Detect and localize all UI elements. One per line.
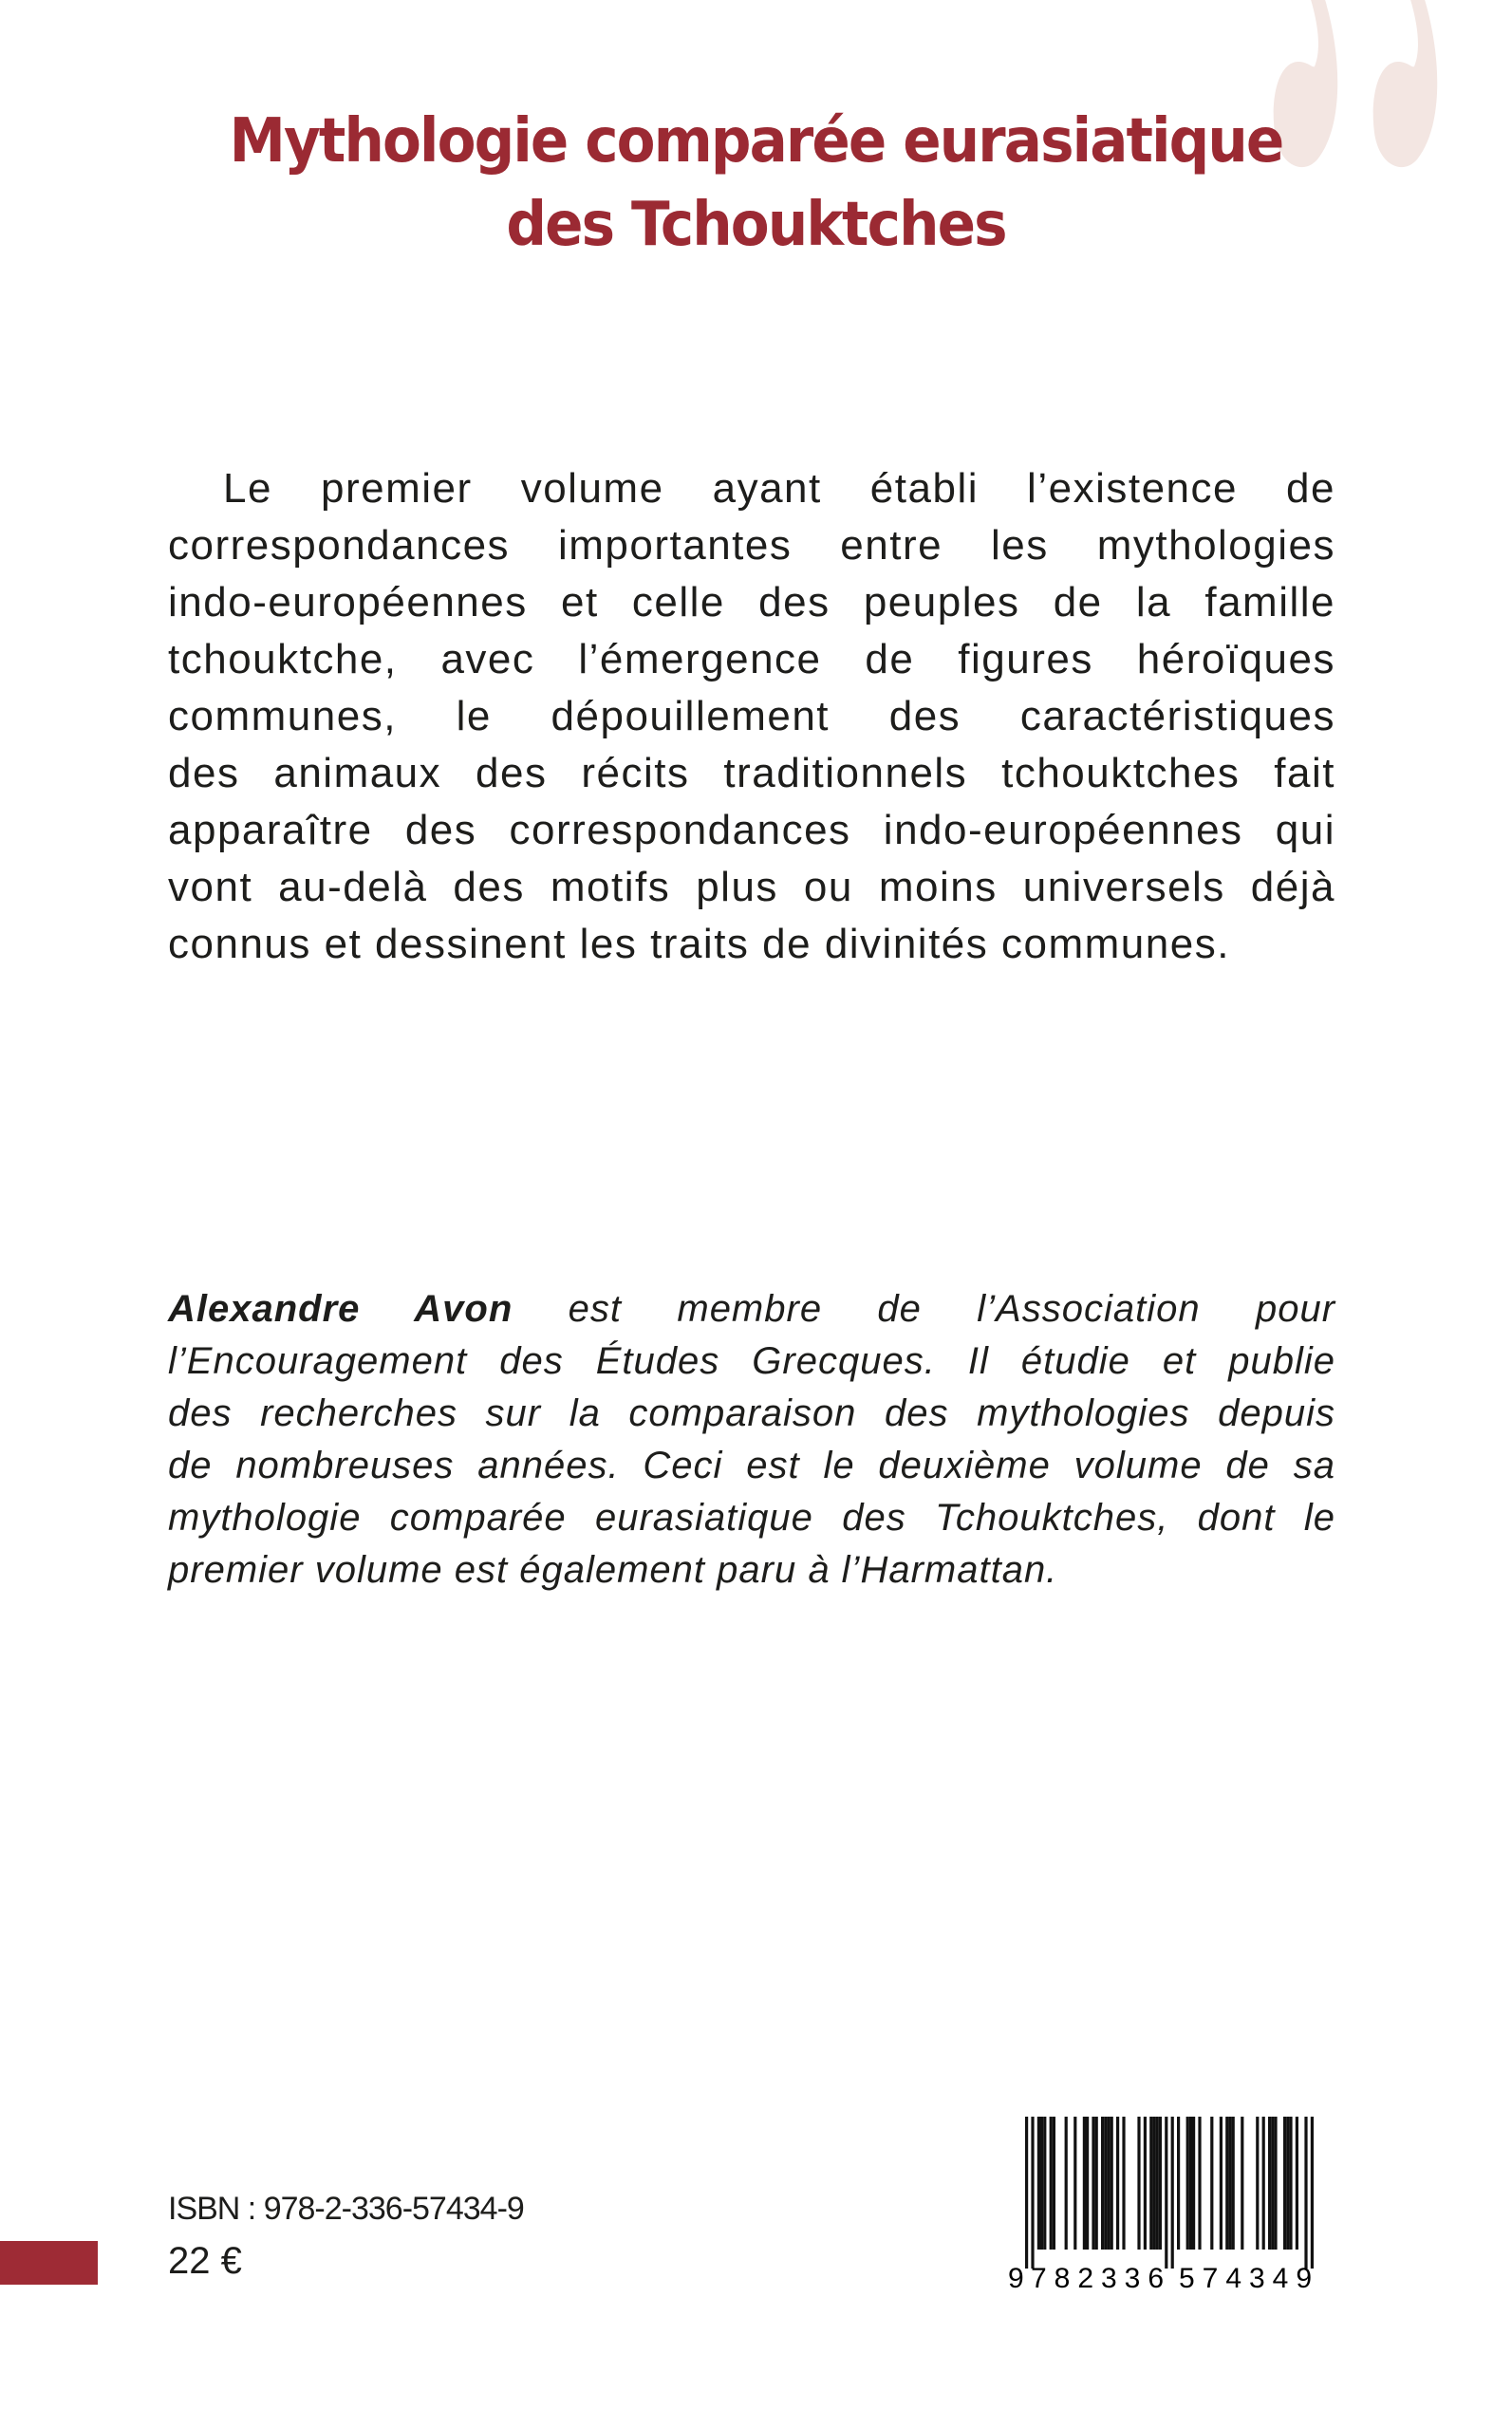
barcode-bar (1122, 2117, 1125, 2250)
barcode-bar (1107, 2117, 1110, 2250)
price: 22 € (168, 2240, 242, 2282)
bio-line: des recherches sur la comparaison des mythologies depuis (168, 1392, 1335, 1434)
barcode-bar (1232, 2117, 1235, 2250)
barcode-bar (1289, 2117, 1292, 2250)
barcode-bar (1083, 2117, 1086, 2250)
barcode-bar (1104, 2117, 1107, 2250)
bio-line: l’Encouragement des Études Grecques. Il étudie et publie (168, 1340, 1335, 1382)
barcode-bar (1092, 2117, 1094, 2250)
barcode-bar (1296, 2117, 1298, 2250)
barcode-digit-first: 9 (1008, 2263, 1024, 2294)
barcode-bar (1228, 2117, 1231, 2250)
barcode-bar (1144, 2117, 1147, 2250)
blurb-paragraph (168, 460, 1335, 973)
barcode-bar (1050, 2117, 1053, 2250)
bio-line: mythologie comparée eurasiatique des Tchouktches, dont le (168, 1497, 1335, 1539)
author-name: Alexandre Avon (168, 1288, 513, 1330)
barcode-digits-left: 782336 (1031, 2263, 1164, 2294)
barcode-bar (1186, 2117, 1189, 2250)
blurb-line: communes, le dépouillement des caractéristiques (168, 693, 1335, 739)
barcode-bar (1198, 2117, 1201, 2250)
blurb-line: correspondances importantes entre les mythologies (168, 522, 1335, 569)
author-bio (168, 1283, 1335, 1597)
barcode-bar (1137, 2117, 1140, 2250)
barcode-bar (1210, 2117, 1213, 2250)
bio-line (168, 1283, 1335, 1335)
blurb-line: apparaître des correspondances indo-européennes qui (168, 807, 1335, 853)
barcode-bar (1086, 2117, 1089, 2250)
barcode-bar (1177, 2117, 1180, 2250)
barcode-bar (1192, 2117, 1195, 2250)
barcode-bar (1256, 2117, 1259, 2250)
barcode-bar (1156, 2117, 1159, 2250)
barcode-digits-right: 574349 (1179, 2263, 1312, 2294)
barcode-bar (1040, 2117, 1043, 2250)
barcode-bar (1189, 2117, 1192, 2250)
title-line-2: des Tchouktches (506, 190, 1006, 260)
barcode-bar (1241, 2117, 1243, 2250)
barcode-bar (1073, 2117, 1076, 2250)
barcode-bar (1171, 2117, 1174, 2269)
blurb-line: connus et dessinent les traits de divinités communes. (168, 921, 1230, 967)
barcode-bar (1283, 2117, 1286, 2250)
barcode-bar (1268, 2117, 1271, 2250)
barcode-bar (1159, 2117, 1162, 2250)
barcode-bar (1149, 2117, 1152, 2250)
barcode-bar (1025, 2117, 1028, 2269)
blurb-line: indo-européennes et celle des peuples de la famille (168, 579, 1335, 626)
bio-text: est membre de l’Association pour (513, 1288, 1336, 1330)
barcode-bar (1031, 2117, 1034, 2269)
bio-line: de nombreuses années. Ceci est le deuxième volume de sa (168, 1445, 1335, 1486)
barcode-bar (1286, 2117, 1289, 2250)
blurb-line: des animaux des récits traditionnels tchouktches fait (168, 750, 1335, 796)
barcode-bar (1152, 2117, 1155, 2250)
barcode (1006, 2107, 1329, 2297)
barcode-bar (1225, 2117, 1228, 2250)
barcode-bar (1262, 2117, 1265, 2250)
blurb-line: tchouktche, avec l’émergence de figures héroïques (168, 636, 1335, 682)
accent-bar (0, 2241, 98, 2285)
barcode-bar (1220, 2117, 1223, 2250)
isbn: ISBN : 978-2-336-57434-9 (168, 2191, 524, 2227)
barcode-bar (1116, 2117, 1119, 2250)
barcode-bar (1037, 2117, 1040, 2250)
bio-line: premier volume est également paru à l’Harmattan. (168, 1549, 1058, 1591)
barcode-bar (1053, 2117, 1055, 2250)
barcode-bar (1311, 2117, 1314, 2269)
barcode-bar (1101, 2117, 1104, 2250)
barcode-bar (1271, 2117, 1274, 2250)
book-title (53, 100, 1459, 267)
barcode-bar (1274, 2117, 1277, 2250)
title-line-1: Mythologie comparée eurasiatique (229, 106, 1283, 177)
barcode-bar (1065, 2117, 1068, 2250)
blurb-line: vont au-delà des motifs plus ou moins universels déjà (168, 864, 1335, 910)
barcode-bar (1304, 2117, 1307, 2269)
blurb-line: Le premier volume ayant établi l’existence de (223, 465, 1335, 512)
barcode-bar (1095, 2117, 1098, 2250)
barcode-bar (1043, 2117, 1046, 2250)
barcode-bar (1165, 2117, 1167, 2269)
barcode-bar (1111, 2117, 1113, 2250)
